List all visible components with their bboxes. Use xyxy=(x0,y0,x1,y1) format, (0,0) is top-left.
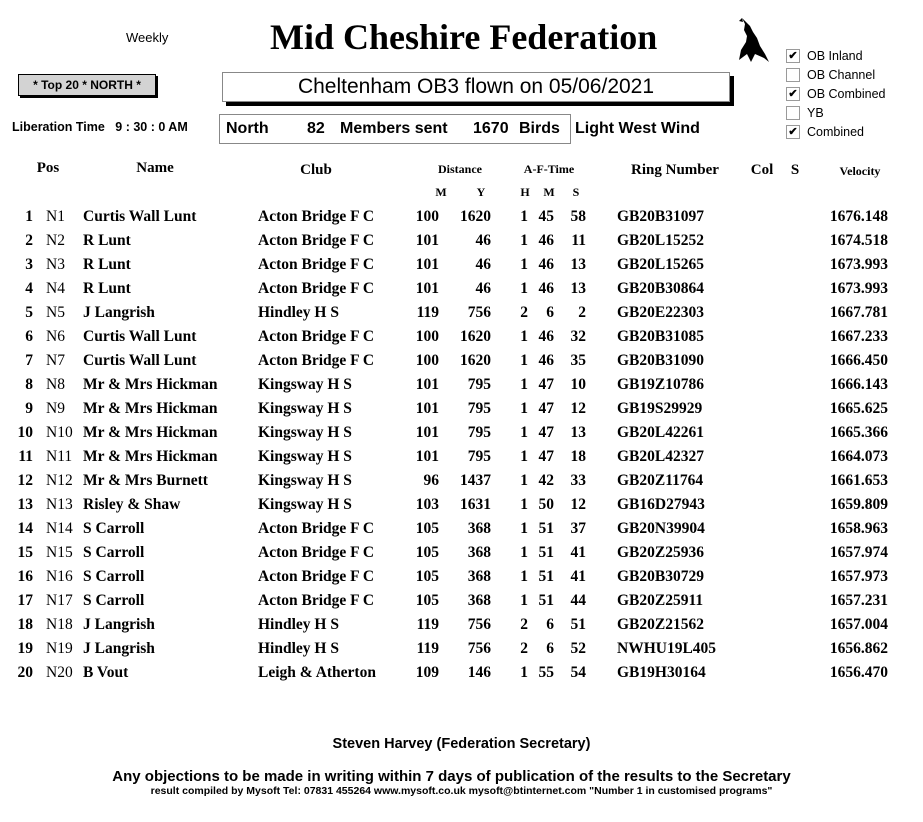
cell-velocity: 1661.653 xyxy=(829,472,888,489)
cell-club: Acton Bridge F C xyxy=(258,544,375,561)
cell-pos: 15 xyxy=(17,544,33,561)
cell-pos: 13 xyxy=(17,496,33,513)
cell-miles: 119 xyxy=(416,304,439,321)
cell-pos: 2 xyxy=(25,232,33,249)
cell-ring-number: GB20B31097 xyxy=(617,208,704,225)
table-row xyxy=(0,231,923,255)
col-distance-miles: M xyxy=(435,185,447,199)
cell-velocity: 1665.625 xyxy=(829,400,888,417)
cell-yards: 368 xyxy=(467,592,491,609)
cell-miles: 109 xyxy=(415,664,439,681)
cell-name: Mr & Mrs Burnett xyxy=(83,472,208,489)
table-row xyxy=(0,591,923,615)
cell-miles: 101 xyxy=(415,232,439,249)
table-row xyxy=(0,423,923,447)
cell-section-pos: N13 xyxy=(46,496,73,513)
cell-pos: 11 xyxy=(18,448,33,465)
cell-miles: 100 xyxy=(415,352,439,369)
cell-miles: 105 xyxy=(415,592,439,609)
cell-minutes: 51 xyxy=(538,544,554,561)
option-ob-channel xyxy=(786,67,886,86)
cell-seconds: 44 xyxy=(570,592,586,609)
cell-club: Acton Bridge F C xyxy=(258,568,375,585)
liberation-value: 9 : 30 : 0 AM xyxy=(115,120,188,134)
cell-minutes: 47 xyxy=(538,376,554,393)
cell-miles: 101 xyxy=(415,424,439,441)
page-title: Mid Cheshire Federation xyxy=(270,17,658,57)
cell-section-pos: N6 xyxy=(46,328,65,345)
cell-hours: 1 xyxy=(520,208,528,225)
option-yb xyxy=(786,105,886,124)
cell-hours: 1 xyxy=(520,376,528,393)
cell-yards: 1620 xyxy=(460,352,491,369)
cell-minutes: 6 xyxy=(546,304,554,321)
cell-minutes: 46 xyxy=(538,232,554,249)
cell-ring-number: GB20Z11764 xyxy=(617,472,704,489)
cell-yards: 1620 xyxy=(460,328,491,345)
liberation-time xyxy=(12,120,188,134)
cell-pos: 17 xyxy=(17,592,33,609)
table-row xyxy=(0,303,923,327)
cell-hours: 2 xyxy=(520,616,528,633)
cell-seconds: 13 xyxy=(570,280,586,297)
cell-pos: 16 xyxy=(17,568,33,585)
cell-yards: 46 xyxy=(475,280,491,297)
cell-velocity: 1658.963 xyxy=(829,520,888,537)
cell-section-pos: N17 xyxy=(46,592,73,609)
cell-pos: 4 xyxy=(25,280,33,297)
cell-yards: 795 xyxy=(467,400,491,417)
cell-club: Kingsway H S xyxy=(258,472,352,489)
col-ring-number: Ring Number xyxy=(631,162,719,178)
table-row xyxy=(0,639,923,663)
objections-notice: Any objections to be made in writing within 7 days of publication of the results to the Secretary xyxy=(112,768,791,785)
cell-yards: 756 xyxy=(467,640,491,657)
cell-hours: 1 xyxy=(520,568,528,585)
cell-hours: 1 xyxy=(520,520,528,537)
option-label: YB xyxy=(807,106,824,120)
cell-ring-number: GB19S29929 xyxy=(617,400,703,417)
cell-section-pos: N12 xyxy=(46,472,73,489)
cell-miles: 103 xyxy=(415,496,439,513)
cell-section-pos: N18 xyxy=(46,616,73,633)
cell-pos: 10 xyxy=(17,424,33,441)
col-colour: Col xyxy=(750,162,774,178)
cell-miles: 101 xyxy=(415,448,439,465)
cell-miles: 105 xyxy=(415,544,439,561)
table-row xyxy=(0,519,923,543)
cell-ring-number: GB20Z21562 xyxy=(617,616,704,633)
table-row xyxy=(0,615,923,639)
cell-yards: 756 xyxy=(467,616,491,633)
weekly-label: Weekly xyxy=(126,30,169,45)
cell-velocity: 1659.809 xyxy=(829,496,888,513)
cell-name: Mr & Mrs Hickman xyxy=(83,376,218,393)
cell-velocity: 1657.973 xyxy=(829,568,888,585)
cell-seconds: 2 xyxy=(578,304,586,321)
col-minutes: M xyxy=(543,185,555,199)
option-ob-combined xyxy=(786,86,886,105)
cell-name: R Lunt xyxy=(83,280,131,297)
table-row xyxy=(0,447,923,471)
cell-section-pos: N20 xyxy=(46,664,73,681)
table-row xyxy=(0,663,923,687)
cell-pos: 8 xyxy=(25,376,33,393)
cell-seconds: 41 xyxy=(570,568,586,585)
cell-minutes: 46 xyxy=(538,256,554,273)
cell-name: Risley & Shaw xyxy=(83,496,181,513)
cell-minutes: 50 xyxy=(538,496,554,513)
cell-yards: 46 xyxy=(475,232,491,249)
cell-minutes: 45 xyxy=(538,208,554,225)
table-row xyxy=(0,543,923,567)
cell-club: Acton Bridge F C xyxy=(258,280,375,297)
cell-seconds: 13 xyxy=(570,424,586,441)
unchecked-box-icon xyxy=(786,106,800,120)
cell-pos: 12 xyxy=(17,472,33,489)
cell-name: S Carroll xyxy=(83,520,145,537)
race-type-options xyxy=(786,48,886,143)
cell-club: Kingsway H S xyxy=(258,376,352,393)
cell-name: Curtis Wall Lunt xyxy=(83,208,197,225)
table-row xyxy=(0,327,923,351)
cell-yards: 146 xyxy=(467,664,491,681)
cell-ring-number: GB20L15265 xyxy=(617,256,704,273)
wind-conditions: Light West Wind xyxy=(575,120,700,137)
cell-section-pos: N4 xyxy=(46,280,65,297)
cell-hours: 1 xyxy=(520,448,528,465)
cell-ring-number: GB20L42261 xyxy=(617,424,704,441)
cell-miles: 100 xyxy=(415,208,439,225)
birds-label: Birds xyxy=(519,120,560,137)
cell-miles: 105 xyxy=(415,520,439,537)
cell-velocity: 1657.974 xyxy=(829,544,888,561)
cell-yards: 795 xyxy=(467,448,491,465)
cell-seconds: 41 xyxy=(570,544,586,561)
cell-seconds: 10 xyxy=(570,376,586,393)
option-label: OB Inland xyxy=(807,49,863,63)
cell-pos: 20 xyxy=(17,664,33,681)
cell-name: Mr & Mrs Hickman xyxy=(83,424,218,441)
cell-name: Curtis Wall Lunt xyxy=(83,328,197,345)
cell-club: Acton Bridge F C xyxy=(258,352,375,369)
cell-pos: 1 xyxy=(25,208,33,225)
table-row xyxy=(0,399,923,423)
cell-yards: 756 xyxy=(467,304,491,321)
col-distance-yards: Y xyxy=(476,185,486,199)
cell-seconds: 12 xyxy=(570,400,586,417)
cell-minutes: 47 xyxy=(538,400,554,417)
cell-seconds: 35 xyxy=(570,352,586,369)
table-row xyxy=(0,279,923,303)
cell-ring-number: GB20L42327 xyxy=(617,448,704,465)
cell-hours: 1 xyxy=(520,328,528,345)
cell-section-pos: N16 xyxy=(46,568,73,585)
cell-hours: 1 xyxy=(520,352,528,369)
cell-velocity: 1673.993 xyxy=(829,280,888,297)
cell-miles: 101 xyxy=(415,256,439,273)
cell-club: Hindley H S xyxy=(258,304,339,321)
cell-seconds: 12 xyxy=(570,496,586,513)
cell-ring-number: GB20B30864 xyxy=(617,280,704,297)
cell-seconds: 11 xyxy=(571,232,586,249)
compiled-by-footer: result compiled by Mysoft Tel: 07831 455264 www.mysoft.co.uk mysoft@btinternet.com "Number 1 in customised programs" xyxy=(150,785,773,797)
cell-hours: 1 xyxy=(520,664,528,681)
cell-seconds: 32 xyxy=(570,328,586,345)
cell-ring-number: GB20Z25911 xyxy=(617,592,704,609)
cell-hours: 1 xyxy=(520,256,528,273)
cell-yards: 368 xyxy=(467,544,491,561)
cell-name: Mr & Mrs Hickman xyxy=(83,448,218,465)
cell-pos: 6 xyxy=(25,328,33,345)
col-seconds: S xyxy=(572,185,580,199)
cell-velocity: 1664.073 xyxy=(829,448,888,465)
cell-pos: 3 xyxy=(25,256,33,273)
cell-yards: 1620 xyxy=(460,208,491,225)
cell-velocity: 1676.148 xyxy=(829,208,888,225)
col-distance: Distance xyxy=(438,162,482,176)
cell-pos: 18 xyxy=(17,616,33,633)
members-count: 82 xyxy=(307,120,325,137)
cell-velocity: 1657.004 xyxy=(829,616,888,633)
cell-hours: 1 xyxy=(520,544,528,561)
cell-minutes: 55 xyxy=(538,664,554,681)
cell-ring-number: GB19Z10786 xyxy=(617,376,704,393)
cell-seconds: 51 xyxy=(570,616,586,633)
cell-pos: 9 xyxy=(25,400,33,417)
option-ob-inland xyxy=(786,48,886,67)
col-sex: S xyxy=(790,162,800,178)
cell-ring-number: NWHU19L405 xyxy=(617,640,717,657)
cell-yards: 1631 xyxy=(460,496,491,513)
cell-hours: 1 xyxy=(520,400,528,417)
cell-yards: 795 xyxy=(467,424,491,441)
col-velocity: Velocity xyxy=(839,164,881,178)
cell-hours: 1 xyxy=(520,280,528,297)
table-row xyxy=(0,567,923,591)
race-summary xyxy=(219,114,571,144)
cell-ring-number: GB19H30164 xyxy=(617,664,706,681)
cell-seconds: 13 xyxy=(570,256,586,273)
cell-ring-number: GB20B31090 xyxy=(617,352,704,369)
cell-section-pos: N10 xyxy=(46,424,73,441)
cell-seconds: 58 xyxy=(570,208,586,225)
cell-section-pos: N14 xyxy=(46,520,73,537)
cell-miles: 119 xyxy=(416,616,439,633)
cell-velocity: 1674.518 xyxy=(829,232,888,249)
cell-club: Acton Bridge F C xyxy=(258,256,375,273)
cell-minutes: 47 xyxy=(538,448,554,465)
secretary-line: Steven Harvey (Federation Secretary) xyxy=(332,736,591,752)
cell-yards: 795 xyxy=(467,376,491,393)
pigeon-logo-icon xyxy=(738,16,770,64)
cell-velocity: 1665.366 xyxy=(829,424,888,441)
col-name: Name xyxy=(136,160,174,176)
cell-section-pos: N2 xyxy=(46,232,65,249)
table-row xyxy=(0,255,923,279)
cell-club: Kingsway H S xyxy=(258,496,352,513)
cell-seconds: 18 xyxy=(570,448,586,465)
col-club: Club xyxy=(300,162,332,178)
cell-pos: 7 xyxy=(25,352,33,369)
cell-minutes: 6 xyxy=(546,616,554,633)
table-row xyxy=(0,375,923,399)
members-label: Members sent xyxy=(340,120,448,137)
table-row xyxy=(0,471,923,495)
cell-club: Acton Bridge F C xyxy=(258,232,375,249)
cell-club: Hindley H S xyxy=(258,616,339,633)
cell-name: S Carroll xyxy=(83,568,145,585)
cell-minutes: 42 xyxy=(538,472,554,489)
cell-section-pos: N9 xyxy=(46,400,65,417)
section-name: North xyxy=(226,120,269,137)
cell-section-pos: N1 xyxy=(46,208,65,225)
cell-pos: 5 xyxy=(25,304,33,321)
checked-box-icon: ✔ xyxy=(786,87,800,101)
cell-velocity: 1666.143 xyxy=(829,376,888,393)
cell-club: Acton Bridge F C xyxy=(258,520,375,537)
cell-seconds: 52 xyxy=(570,640,586,657)
option-label: OB Combined xyxy=(807,87,886,101)
race-title: Cheltenham OB3 flown on 05/06/2021 xyxy=(222,72,730,102)
cell-ring-number: GB16D27943 xyxy=(617,496,705,513)
cell-minutes: 46 xyxy=(538,328,554,345)
cell-pos: 14 xyxy=(17,520,33,537)
cell-name: B Vout xyxy=(83,664,129,681)
cell-ring-number: GB20N39904 xyxy=(617,520,705,537)
cell-pos: 19 xyxy=(17,640,33,657)
cell-club: Acton Bridge F C xyxy=(258,328,375,345)
cell-section-pos: N5 xyxy=(46,304,65,321)
cell-miles: 101 xyxy=(415,376,439,393)
cell-section-pos: N19 xyxy=(46,640,73,657)
cell-hours: 2 xyxy=(520,640,528,657)
cell-club: Acton Bridge F C xyxy=(258,592,375,609)
cell-minutes: 51 xyxy=(538,592,554,609)
option-label: Combined xyxy=(807,125,864,139)
cell-yards: 46 xyxy=(475,256,491,273)
cell-minutes: 51 xyxy=(538,568,554,585)
cell-hours: 1 xyxy=(520,472,528,489)
cell-minutes: 51 xyxy=(538,520,554,537)
cell-minutes: 6 xyxy=(546,640,554,657)
cell-name: J Langrish xyxy=(83,304,155,321)
option-label: OB Channel xyxy=(807,68,876,82)
cell-minutes: 46 xyxy=(538,352,554,369)
cell-velocity: 1667.233 xyxy=(829,328,888,345)
cell-club: Kingsway H S xyxy=(258,424,352,441)
cell-club: Leigh & Atherton xyxy=(258,664,376,681)
cell-velocity: 1656.862 xyxy=(829,640,888,657)
cell-ring-number: GB20B31085 xyxy=(617,328,704,345)
cell-miles: 100 xyxy=(415,328,439,345)
cell-velocity: 1667.781 xyxy=(829,304,888,321)
cell-miles: 101 xyxy=(415,280,439,297)
cell-seconds: 33 xyxy=(570,472,586,489)
cell-miles: 119 xyxy=(416,640,439,657)
cell-minutes: 47 xyxy=(538,424,554,441)
cell-ring-number: GB20Z25936 xyxy=(617,544,704,561)
unchecked-box-icon xyxy=(786,68,800,82)
cell-ring-number: GB20E22303 xyxy=(617,304,704,321)
col-pos: Pos xyxy=(36,160,60,176)
cell-hours: 1 xyxy=(520,424,528,441)
cell-name: R Lunt xyxy=(83,256,131,273)
cell-club: Acton Bridge F C xyxy=(258,208,375,225)
cell-ring-number: GB20B30729 xyxy=(617,568,704,585)
checked-box-icon: ✔ xyxy=(786,49,800,63)
table-row xyxy=(0,207,923,231)
cell-seconds: 37 xyxy=(570,520,586,537)
cell-yards: 368 xyxy=(467,520,491,537)
cell-name: S Carroll xyxy=(83,592,145,609)
cell-name: S Carroll xyxy=(83,544,145,561)
cell-velocity: 1666.450 xyxy=(829,352,888,369)
col-aftime: A-F-Time xyxy=(523,162,575,176)
cell-name: Mr & Mrs Hickman xyxy=(83,400,218,417)
cell-club: Kingsway H S xyxy=(258,448,352,465)
cell-yards: 368 xyxy=(467,568,491,585)
table-row xyxy=(0,351,923,375)
table-row xyxy=(0,495,923,519)
col-hours: H xyxy=(520,185,530,199)
cell-section-pos: N15 xyxy=(46,544,73,561)
cell-velocity: 1656.470 xyxy=(829,664,888,681)
cell-hours: 1 xyxy=(520,232,528,249)
cell-section-pos: N11 xyxy=(46,448,73,465)
cell-name: Curtis Wall Lunt xyxy=(83,352,197,369)
cell-club: Hindley H S xyxy=(258,640,339,657)
cell-name: R Lunt xyxy=(83,232,131,249)
cell-miles: 96 xyxy=(423,472,439,489)
cell-miles: 105 xyxy=(415,568,439,585)
cell-miles: 101 xyxy=(415,400,439,417)
cell-minutes: 46 xyxy=(538,280,554,297)
cell-club: Kingsway H S xyxy=(258,400,352,417)
cell-velocity: 1673.993 xyxy=(829,256,888,273)
cell-name: J Langrish xyxy=(83,616,155,633)
option-combined xyxy=(786,124,886,143)
cell-section-pos: N7 xyxy=(46,352,65,369)
cell-velocity: 1657.231 xyxy=(829,592,888,609)
section-badge: * Top 20 * NORTH * xyxy=(18,74,156,96)
cell-hours: 1 xyxy=(520,592,528,609)
cell-yards: 1437 xyxy=(460,472,491,489)
cell-section-pos: N8 xyxy=(46,376,65,393)
birds-count: 1670 xyxy=(473,120,509,137)
cell-hours: 2 xyxy=(520,304,528,321)
checked-box-icon: ✔ xyxy=(786,125,800,139)
cell-ring-number: GB20L15252 xyxy=(617,232,704,249)
cell-seconds: 54 xyxy=(570,664,586,681)
cell-hours: 1 xyxy=(520,496,528,513)
cell-section-pos: N3 xyxy=(46,256,65,273)
cell-name: J Langrish xyxy=(83,640,155,657)
liberation-label: Liberation Time xyxy=(12,120,105,134)
